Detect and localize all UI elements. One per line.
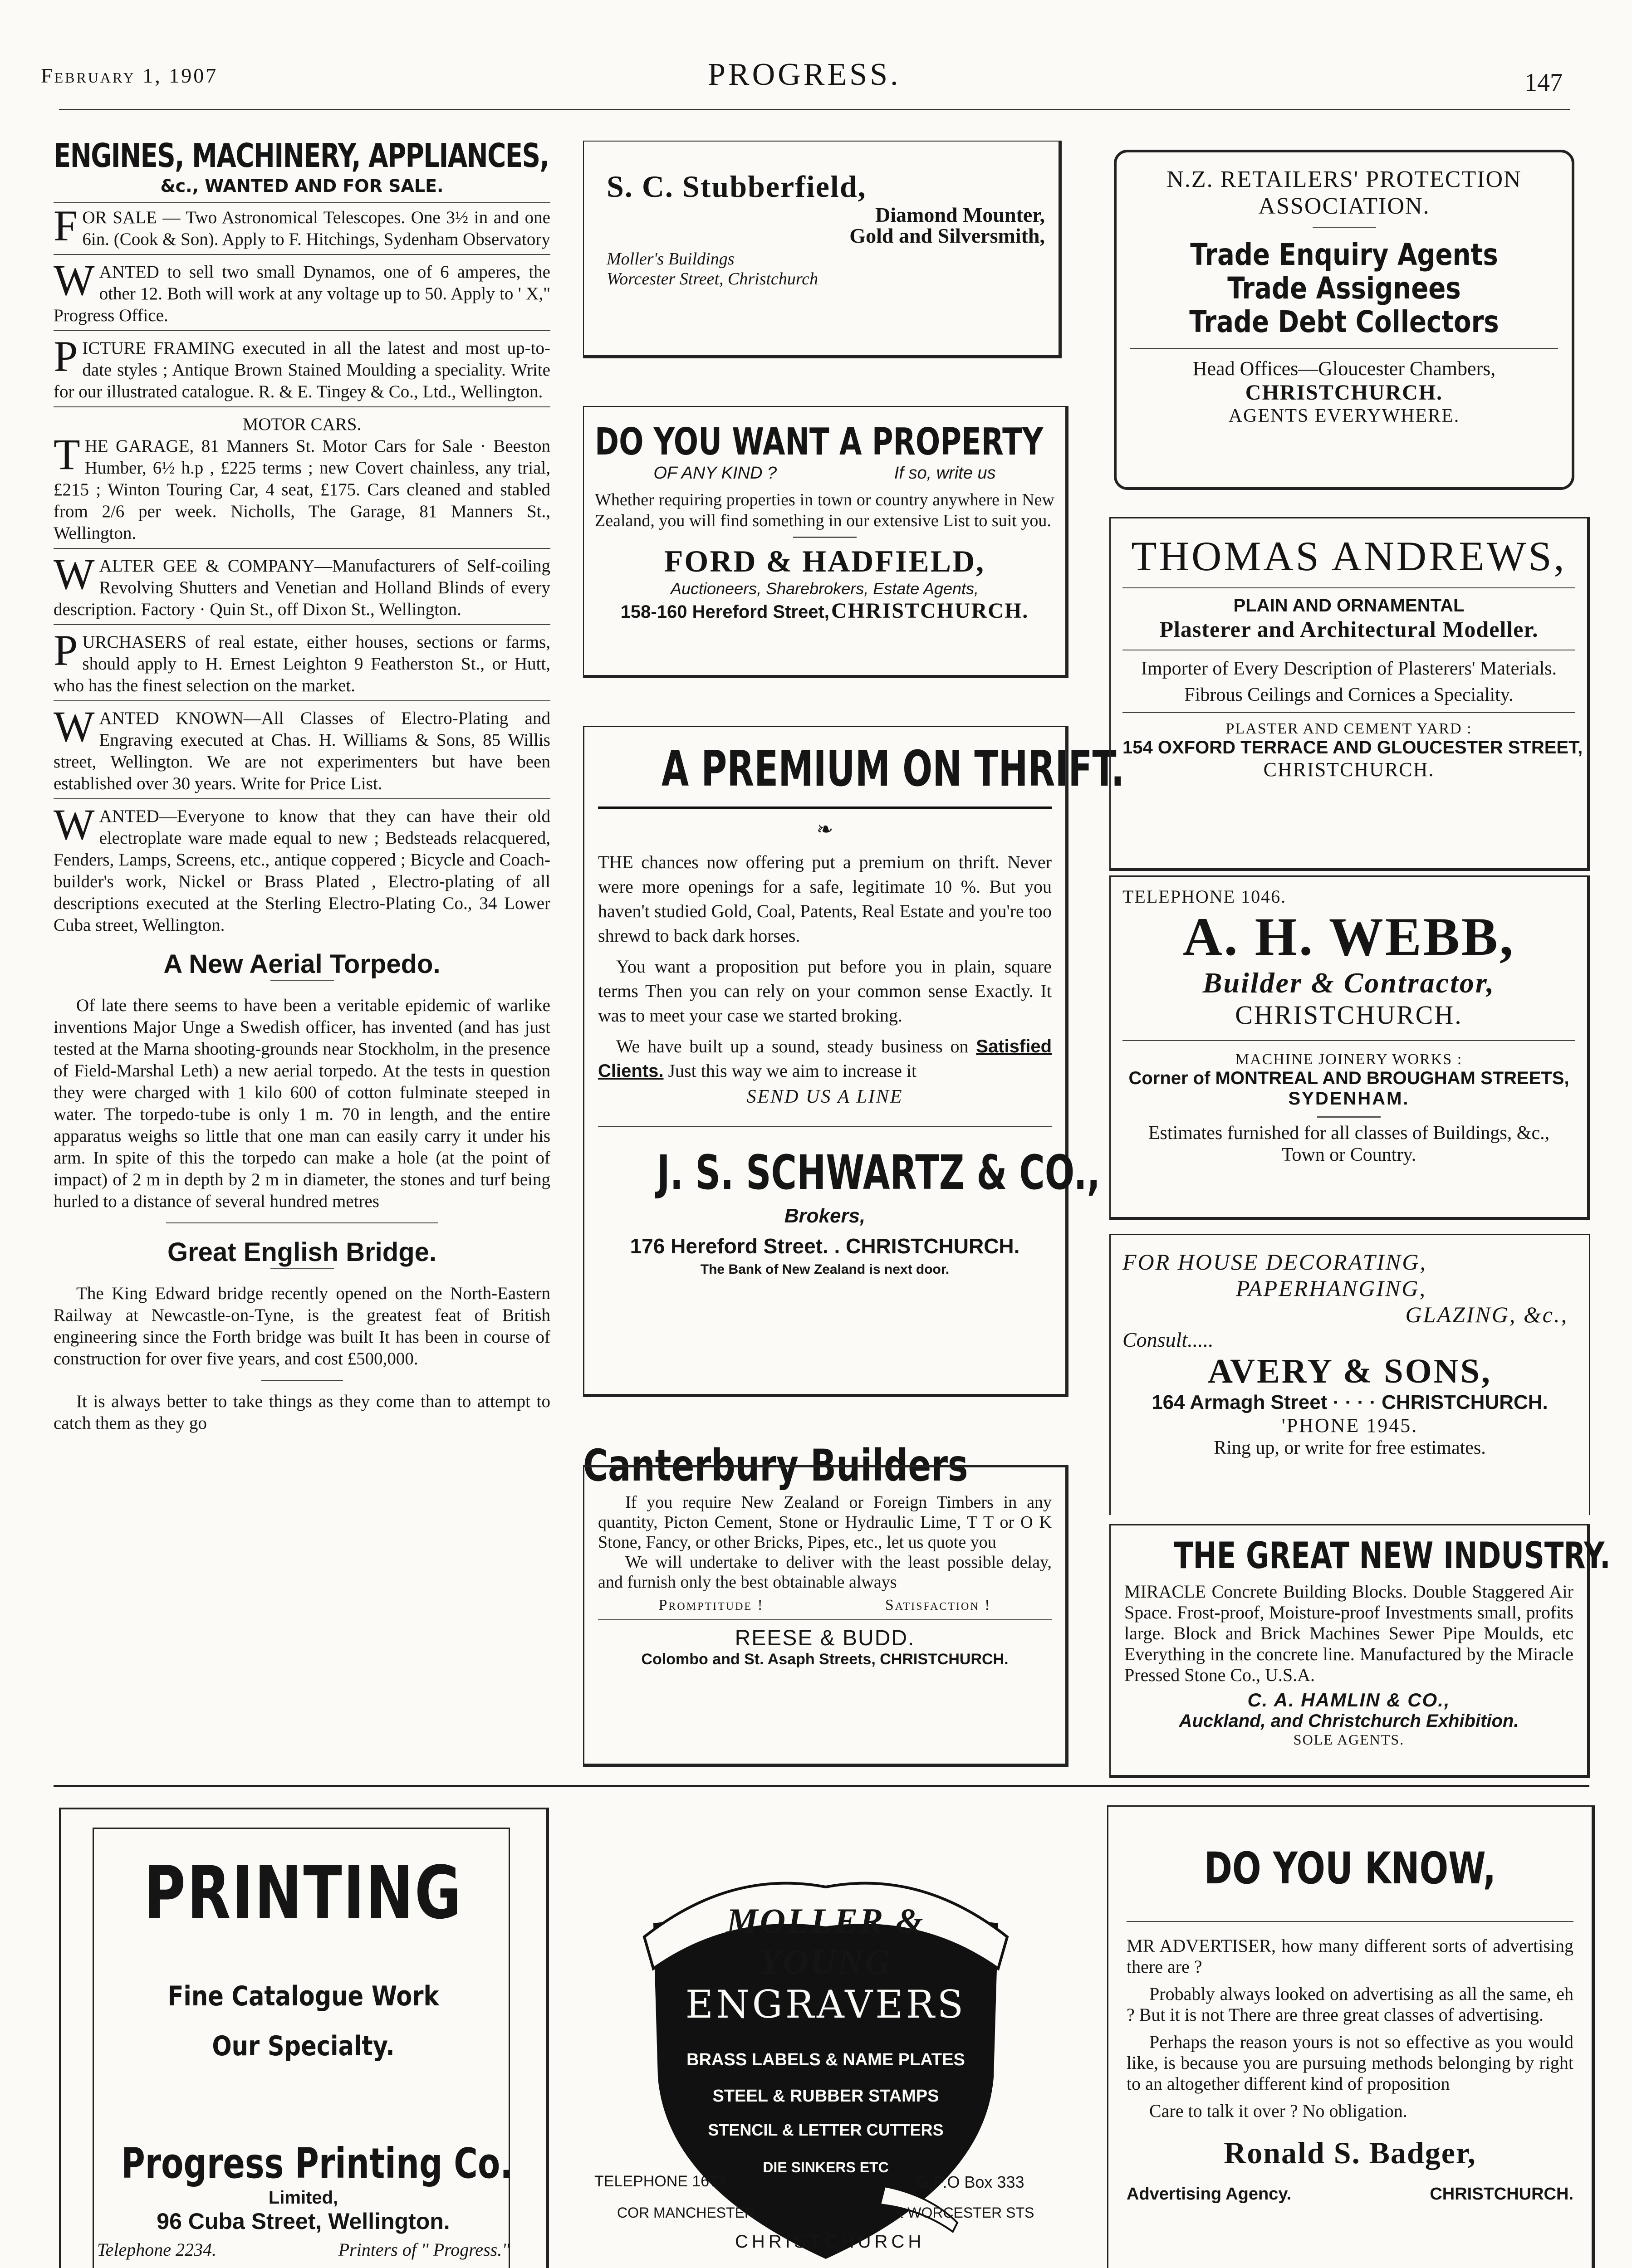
reese-budd-address: Colombo and St. Asaph Streets, CHRISTCHURCH. — [641, 1651, 1009, 1668]
webb-city: CHRISTCHURCH. — [1235, 1000, 1463, 1030]
classified-ad: PICTURE FRAMING executed in all the latest and most up-to-date styles ; Antique Brown Stained Moulding a speciality. Write for our illustrated catalogue. R. & E. Tingey & Co., Ltd., Wellington. — [54, 337, 550, 407]
industry-body: MIRACLE Concrete Building Blocks. Double Staggered Air Space. Frost-proof, Moisture-proof Investments small, profits large. Block and Brick Machines Sewer Pipe Moulds, etc Everything in the concrete line. Manufactured by the Miracle Pressed Stone Co., U.S.A. — [1124, 1581, 1573, 1685]
nzrpa-service-3: Trade Debt Collectors — [1189, 304, 1499, 339]
webb-estimates: Estimates furnished for all classes of Buildings, &c., Town or Country. — [1148, 1123, 1550, 1165]
engravers-line-1: BRASS LABELS & NAME PLATES — [686, 2050, 965, 2069]
stubberfield-address-2: Worcester Street, Christchurch — [607, 269, 818, 288]
printing-ad — [59, 1808, 549, 2268]
classified-ad: WANTED to sell two small Dynamos, one of 6 amperes, the other 12. Both will work at any voltage up to 50. Apply to ' X," Progress Office. — [54, 261, 550, 331]
schwartz-role: Brokers, — [784, 1205, 866, 1227]
nzrpa-title-2: ASSOCIATION. — [1258, 193, 1430, 219]
drop-cap: P — [54, 626, 78, 675]
badger-p1: MR ADVERTISER, how many different sorts of advertising there are ? — [1127, 1936, 1573, 1977]
thrift-p3: We have built up a sound, steady business on Satisfied Clients. Just this way we aim to increase it — [598, 1036, 1052, 1081]
bridge-aphorism: It is always better to take things as they come than to attempt to catch them as they go — [54, 1392, 550, 1433]
andrews-yard: PLASTER AND CEMENT YARD : — [1225, 720, 1472, 737]
industry-ad — [1109, 1524, 1611, 1778]
ornament-icon: ❧ — [816, 818, 833, 841]
webb-trade: Builder & Contractor, — [1202, 967, 1495, 999]
industry-title: THE GREAT NEW INDUSTRY. — [1173, 1535, 1611, 1577]
nzrpa-title-1: N.Z. RETAILERS' PROTECTION — [1166, 166, 1522, 192]
drop-cap: T — [54, 430, 80, 479]
nzrpa-agents: AGENTS EVERYWHERE. — [1228, 406, 1460, 426]
andrews-importer: Importer of Every Description of Plasterers' Materials. — [1141, 658, 1557, 679]
classifieds-subtitle: &c., WANTED AND FOR SALE. — [160, 176, 444, 196]
printing-line-2: Our Specialty. — [212, 2030, 395, 2062]
drop-cap: W — [54, 550, 95, 598]
printing-firm: Progress Printing Co. — [121, 2139, 513, 2188]
nzrpa-ad — [1114, 150, 1574, 490]
property-subtitle: OF ANY KIND ? If so, write us — [653, 464, 996, 483]
avery-line-1: FOR HOUSE DECORATING, — [1122, 1249, 1427, 1275]
classified-ad: WALTER GEE & COMPANY—Manufacturers of Self-coiling Revolving Shutters and Venetian and Holland Blinds of every description. Factory · Quin St., off Dixon St., Wellington. — [54, 555, 550, 625]
engravers-city: CHRISTCHURCH — [735, 2232, 925, 2252]
drop-cap: P — [54, 332, 78, 381]
nzrpa-offices: Head Offices—Gloucester Chambers, — [1192, 357, 1496, 380]
engravers-corner: COR MANCHESTER — [617, 2204, 755, 2221]
stubberfield-trade-2: Gold and Silversmith, — [849, 224, 1045, 247]
thrift-ad — [583, 726, 1125, 1397]
canterbury-title: Canterbury Builders — [583, 1440, 968, 1491]
badger-footer: Advertising Agency. CHRISTCHURCH. — [1127, 2185, 1573, 2204]
canterbury-motto: Promptitude ! Satisfaction ! — [658, 1597, 991, 1613]
badger-ad — [1107, 1805, 1595, 2268]
engravers-telephone: TELEPHONE 1677 — [594, 2173, 727, 2190]
badger-p2: Probably always looked on advertising as all the same, eh ? But it is not There are three great classes of advertising. — [1127, 1984, 1573, 2025]
satisfied-clients-link: Satisfied Clients. — [598, 1036, 1052, 1081]
engravers-box: G.P.O Box 333 — [916, 2173, 1024, 2191]
engravers-worcester: & WORCESTER STS — [894, 2204, 1034, 2221]
nzrpa-service-1: Trade Enquiry Agents — [1190, 237, 1498, 272]
andrews-address: 154 OXFORD TERRACE AND GLOUCESTER STREET, — [1122, 738, 1583, 758]
printing-title: PRINTING — [144, 1850, 463, 1935]
stubberfield-name: S. C. Stubberfield, — [607, 169, 867, 204]
andrews-city: CHRISTCHURCH. — [1263, 758, 1435, 781]
andrews-sub: PLAIN AND ORNAMENTAL — [1233, 596, 1465, 616]
engravers-banner: MOLLER & YOUNG — [726, 1901, 925, 1981]
classified-ad: FOR SALE — Two Astronomical Telescopes. One 3½ in and one 6in. (Cook & Son). Apply to F. Hitchings, Sydenham Observatory — [54, 207, 550, 255]
property-description: Auctioneers, Sharebrokers, Estate Agents, — [670, 579, 979, 598]
reese-budd-firm: REESE & BUDD. — [735, 1626, 915, 1650]
nzrpa-city: CHRISTCHURCH. — [1245, 381, 1443, 405]
badger-p4: Care to talk it over ? No obligation. — [1149, 2101, 1407, 2121]
classified-ad: WANTED KNOWN—All Classes of Electro-Plating and Engraving executed at Chas. H. Williams & Sons, 85 Willis street, Wellington. We are not experimenters but have been established over 30 years. Write for Price List. — [54, 708, 550, 799]
property-ad — [583, 406, 1068, 678]
schwartz-note: The Bank of New Zealand is next door. — [700, 1262, 950, 1277]
classified-ad: PURCHASERS of real estate, either houses, sections or farms, should apply to H. Ernest Leighton 9 Featherston St., or Hutt, who has the finest selection on the market. — [54, 631, 550, 701]
thrift-p2: You want a proposition put before you in plain, square terms Then you can rely on your common sense Exactly. It was to meet your case we started broking. — [598, 956, 1052, 1026]
printing-line-1: Fine Catalogue Work — [167, 1980, 439, 2012]
webb-works: MACHINE JOINERY WORKS : — [1235, 1051, 1463, 1068]
webb-address-2: SYDENHAM. — [1288, 1089, 1410, 1109]
schwartz-address: 176 Hereford Street. . CHRISTCHURCH. — [630, 1234, 1020, 1258]
torpedo-body: Of late there seems to have been a veritable epidemic of warlike inventions Major Unge a Swedish officer, has invented (and has just tested at the Marna shooting-grounds near Stockholm, in the presence of Field-Marshal Leth) a new aerial torpedo. At the tests in question they were charged with 1 kilo 600 of cotton fulminate steeped in water. The torpedo-tube is only 1 m. 70 in length, and the entire apparatus weighs so little that one man can easily carry it under his arm. In spite of this the torpedo can make a hole (at the point of impact) of 2 m in depth by 2 m in diameter, the stones and turf being hurled to a distance of several hundred metres — [54, 996, 550, 1211]
avery-phone: 'PHONE 1945. — [1281, 1414, 1418, 1437]
industry-sole: SOLE AGENTS. — [1293, 1731, 1405, 1748]
thrift-cta: SEND US A LINE — [746, 1086, 903, 1107]
classified-heading: MOTOR CARS. — [242, 415, 362, 434]
thrift-title: A PREMIUM ON THRIFT. — [662, 741, 1125, 797]
andrews-name: THOMAS ANDREWS, — [1131, 533, 1567, 579]
thrift-p1: THE chances now offering put a premium on thrift. Never were more openings for a safe, legitimate 10 %. But you haven't studied Gold, Coal, Patents, Real Estate and you're too shrewd to back dark horses. — [598, 852, 1052, 946]
drop-cap: W — [54, 800, 95, 849]
webb-address-1: Corner of MONTREAL AND BROUGHAM STREETS, — [1128, 1068, 1569, 1088]
stubberfield-ad — [583, 141, 1062, 358]
badger-title: DO YOU KNOW, — [1204, 1843, 1496, 1894]
engravers-line-4: DIE SINKERS ETC — [763, 2159, 889, 2175]
webb-name: A. H. WEBB, — [1183, 906, 1515, 967]
schwartz-firm: J. S. SCHWARTZ & CO., — [657, 1145, 1100, 1200]
drop-cap: W — [54, 256, 95, 304]
bridge-title: Great English Bridge. — [167, 1237, 436, 1267]
property-firm: FORD & HADFIELD, — [664, 544, 985, 578]
property-address: 158-160 Hereford Street, CHRISTCHURCH. — [620, 599, 1029, 623]
avery-ad — [1109, 1234, 1590, 1515]
drop-cap: F — [54, 201, 78, 250]
classified-ad: THE GARAGE, 81 Manners St. Motor Cars for Sale · Beeston Humber, 6½ h.p , £225 terms ; new Covert chainless, any trial, £215 ; Winton Touring Car, 4 seat, £175. Cars cleaned and stabled from 2/6 per week. Nicholls, The Garage, 81 Manners St., Wellington. — [54, 435, 550, 549]
stubberfield-address-1: Moller's Buildings — [607, 249, 735, 269]
drop-cap: W — [54, 702, 95, 751]
issue-date: February 1, 1907 — [41, 64, 218, 87]
property-body: Whether requiring properties in town or country anywhere in New Zealand, you will find something in our extensive List to suit you. — [595, 490, 1054, 530]
nzrpa-service-2: Trade Assignees — [1227, 271, 1461, 306]
classifieds-title: ENGINES, MACHINERY, APPLIANCES, — [54, 137, 549, 175]
badger-p3: Perhaps the reason yours is not so effective as you would like, is because you are pursuing methods belonging by right to an altogether different kind of proposition — [1127, 2032, 1573, 2094]
canterbury-p2: We will undertake to deliver with the least possible delay, and furnish only the best obtainable always — [598, 1553, 1052, 1592]
property-title: DO YOU WANT A PROPERTY — [595, 420, 1044, 464]
industry-agent: C. A. HAMLIN & CO., — [1247, 1689, 1451, 1711]
avery-line-3: GLAZING, &c., — [1405, 1302, 1568, 1327]
classified-ad: WANTED—Everyone to know that they can have their old electroplate ware made equal to new ; Bedsteads relacquered, Fenders, Lamps, Screens, etc., antique coppered ; Bicycle and Coach-builder's work, Nickel or Brass Plated , Electro-plating of all descriptions executed at the Sterling Electro-Plating Co., 34 Lower Cuba street, Wellington. — [54, 800, 550, 935]
engravers-line-3: STENCIL & LETTER CUTTERS — [708, 2121, 944, 2139]
badger-name: Ronald S. Badger, — [1224, 2136, 1476, 2170]
publication-title: PROGRESS. — [708, 57, 901, 92]
avery-line-2: PAPERHANGING, — [1236, 1276, 1426, 1301]
avery-address: 164 Armagh Street · · · · CHRISTCHURCH. — [1152, 1391, 1548, 1413]
classifieds-column — [54, 136, 550, 1434]
engravers-title: ENGRAVERS — [685, 1982, 966, 2027]
avery-ring: Ring up, or write for free estimates. — [1214, 1437, 1486, 1458]
engravers-ad — [585, 1842, 1066, 2268]
andrews-fibrous: Fibrous Ceilings and Cornices a Speciality. — [1184, 684, 1514, 705]
avery-consult: Consult..... — [1122, 1328, 1214, 1351]
andrews-trade: Plasterer and Architectural Modeller. — [1159, 616, 1539, 642]
bridge-body: The King Edward bridge recently opened on the North-Eastern Railway at Newcastle-on-Tyne, is the greatest feat of British engineering since the Forth bridge was built It has been in course of construction for over five years, and cost £500,000. — [54, 1284, 550, 1369]
andrews-ad — [1109, 517, 1590, 871]
industry-place: Auckland, and Christchurch Exhibition. — [1179, 1711, 1519, 1731]
canterbury-ad — [583, 1440, 1068, 1767]
printing-limited: Limited, — [268, 2188, 338, 2208]
torpedo-title: A New Aerial Torpedo. — [163, 949, 441, 979]
avery-name: AVERY & SONS, — [1208, 1352, 1492, 1390]
page-number: 147 — [1524, 68, 1563, 97]
canterbury-p1: If you require New Zealand or Foreign Timbers in any quantity, Picton Cement, Stone or Hydraulic Lime, T T or O K Stone, Fancy, or other Bricks, Pipes, etc., let us quote you — [598, 1493, 1052, 1552]
header-rule — [59, 109, 1570, 110]
printing-footer: Telephone 2234. Printers of " Progress." — [97, 2239, 510, 2260]
webb-telephone: TELEPHONE 1046. — [1122, 886, 1287, 907]
webb-ad — [1109, 875, 1590, 1220]
printing-address: 96 Cuba Street, Wellington. — [157, 2209, 450, 2234]
engravers-line-2: STEEL & RUBBER STAMPS — [712, 2087, 939, 2106]
stubberfield-trade-1: Diamond Mounter, — [875, 203, 1045, 226]
